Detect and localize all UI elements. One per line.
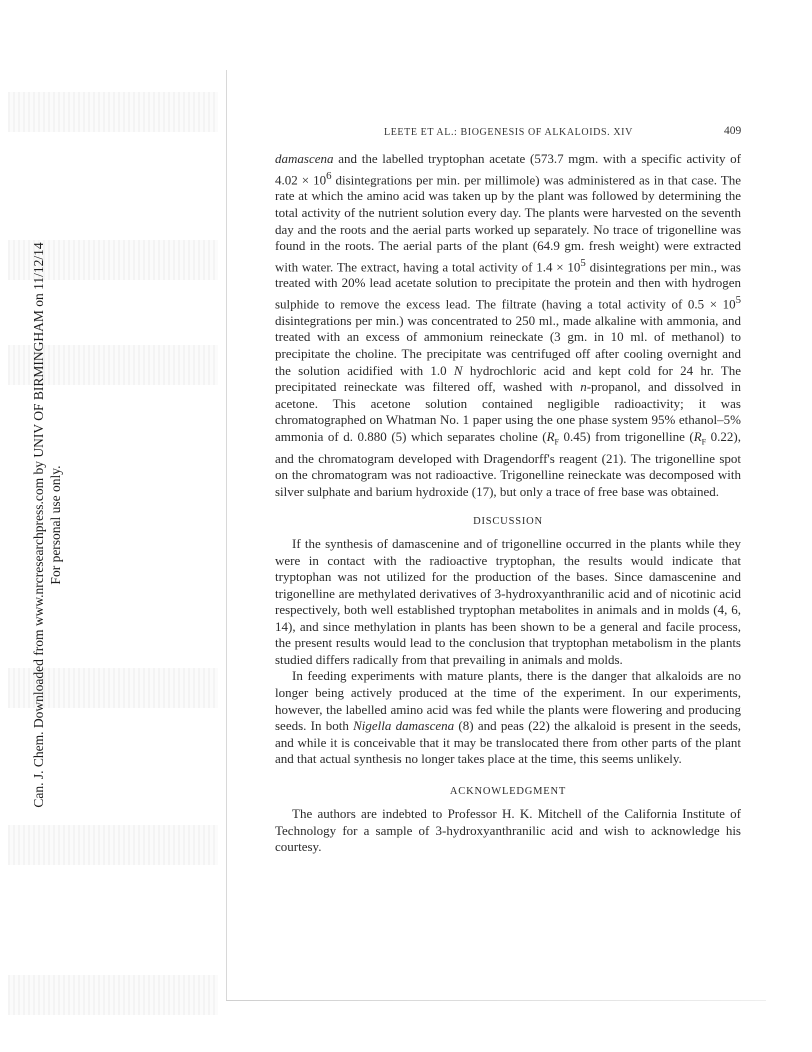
text-run: hydrochloric acid and kept cold for 24 hr. The precipitated reineckate was filtered off, washed with [275, 362, 741, 395]
page-bottom-edge [226, 1000, 766, 1001]
acknowledgment-heading: ACKNOWLEDGMENT [449, 785, 567, 797]
download-stamp [30, 235, 64, 815]
subscript: F [554, 437, 559, 447]
text-run: 0.45) from trigonelline ( [559, 428, 694, 444]
page-gutter-rule [226, 70, 227, 1000]
article-body [275, 151, 741, 856]
text-run: disintegrations per min.) was concentrated to 250 ml., made alkaline with ammonia, and treated with an excess of ammonium reineckate (3 gm. in 10 ml. of methanol) to precipitate the choline. The precipitate was centrifuged off after cooling overnight and the solution acidified with 1.0 [275, 312, 741, 378]
paragraph-experimental [275, 151, 741, 501]
text-run: (8) and peas (22) the alkaloid is present in the seeds, and while it is conceivable that it may be translocated there from other parts of the plant and that actual synthesis no longer takes place at the time, this seems unlikely. [275, 718, 742, 767]
text-run: -propanol, and dissolved in acetone. This acetone solution contained negligible radioactivity; it was chromatographed on Whatman No. 1 paper using the one phase system 95% ethanol–5% ammonia of d. 0.880 (5) which separates choline ( [275, 379, 741, 444]
superscript: 5 [580, 256, 586, 269]
running-head: LEETE ET AL.: BIOGENESIS OF ALKALOIDS. XIV [384, 127, 633, 138]
text-run: In feeding experiments with mature plants, there is the danger that alkaloids are no longer being actively produced at the time of the experiment. In our experiments, however, the labelled amino acid was fed while the plants were flowering and producing seeds. In both [275, 668, 741, 734]
italic-r: R [546, 428, 555, 444]
text-run: disintegrations per min. per millimole) was administered as in that case. The rate at which the amino acid was taken up by the plant was followed by determining the total activity of the nutrient solution every day. The plants were harvested on the seventh day and the roots and the aerial parts worked up separately. No trace of trigonelline was found in the roots. The aerial parts of the plant (64.9 gm. fresh weight) were extracted with water. The extract, having a total activity of 1.4 × 10 [275, 171, 741, 274]
text-run: 0.22), and the chromatogram developed with Dragendorff's reagent (21). The trigonelline spot on the chromatogram was not radioactive. Trigonelline reineckate was decomposed with silver sulphate and barium hydroxide (17), but only a trace of free base was obtained. [275, 428, 741, 499]
italic-n: n [580, 379, 587, 395]
download-stamp-line2: For personal use only. [48, 465, 63, 585]
paragraph-discussion-2 [275, 668, 741, 767]
discussion-heading: DISCUSSION [473, 515, 543, 527]
download-stamp-line1: Can. J. Chem. Downloaded from www.nrcresearchpress.com by UNIV OF BIRMINGHAM on 11/12/14 [31, 242, 46, 808]
italic-species: damascena [275, 151, 334, 166]
scan-bleed-through [8, 975, 218, 1015]
text-run: disintegrations per min., was treated with 20% lead acetate solution to precipitate the protein and then with hydrogen sulphide to remove the excess lead. The filtrate (having a total activity of 0.5 × 10 [275, 258, 741, 312]
page-number: 409 [724, 125, 742, 137]
text-run: and the labelled tryptophan acetate (573.7 mgm. with a specific activity of 4.02 × 10 [275, 151, 741, 187]
superscript: 5 [735, 294, 741, 307]
paragraph-acknowledgment: The authors are indebted to Professor H. K. Mitchell of the California Institute of Technology for a sample of 3-hydroxyanthranilic acid and wish to acknowledge his courtesy. [275, 806, 741, 855]
paragraph-discussion-1: If the synthesis of damascenine and of trigonelline occurred in the plants while they were in contact with the radioactive tryptophan, the results would indicate that tryptophan was not utilized for the production of the bases. Since damascenine and trigonelline are methylated derivatives of 3-hydroxyanthranilic acid and of nicotinic acid respectively, both well established tryptophan metabolites in animals and in molds (4, 6, 14), and since methylation in plants has been shown to be a general and facile process, the present results would lead to the conclusion that tryptophan metabolism in the plants studied differs radically from that prevailing in animals and molds. [275, 536, 741, 667]
italic-r: R [693, 428, 702, 444]
italic-species: Nigella damascena [353, 718, 455, 734]
scan-bleed-through [8, 92, 218, 132]
subscript: F [701, 437, 707, 447]
superscript: 6 [326, 169, 332, 182]
italic-normality: N [453, 362, 463, 378]
scan-bleed-through [8, 825, 218, 865]
